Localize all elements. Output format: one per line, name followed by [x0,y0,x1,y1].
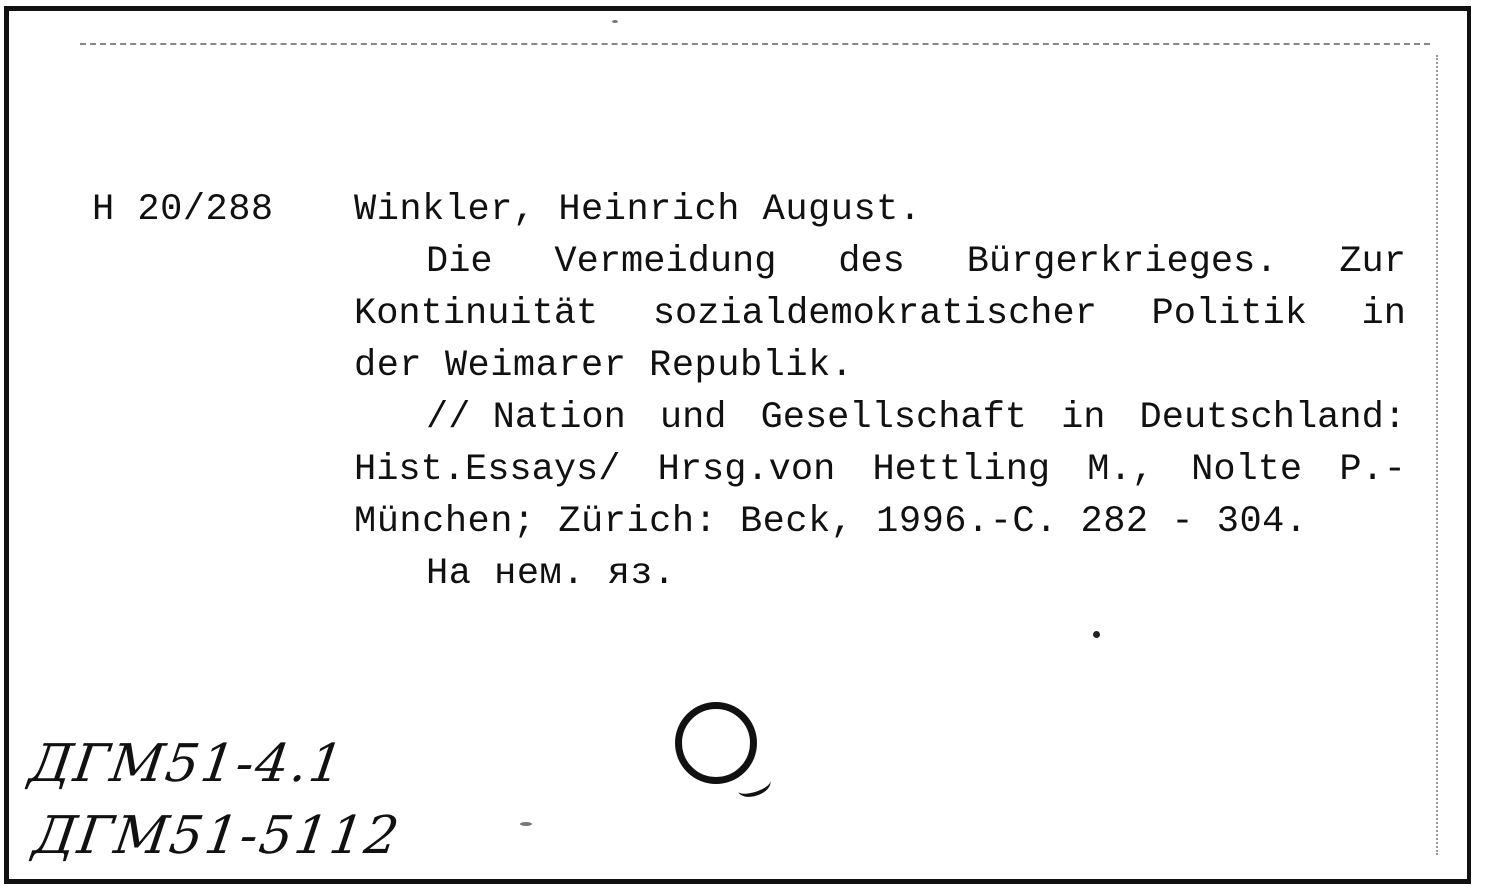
title-line-2-word: Kontinuität [354,293,599,335]
source-line-1-word: in [1061,397,1106,439]
source-line-3: München; Zürich: Beck, 1996.-С. 282 - 304. [354,501,1308,543]
title-line-2 [354,288,1406,340]
source-line-1-word: und [659,397,727,439]
ink-speck [612,20,618,23]
source-line-1-word: Deutschland: [1139,397,1406,439]
source-line-2-word: Hettling [872,449,1051,491]
source-line-1-word: // Nation [426,397,626,439]
language-note: На нем. яз. [426,553,676,595]
card-right-rule [1436,55,1438,855]
source-line-1-word: Gesellschaft [760,397,1028,439]
title-line-1-word: Zur [1339,241,1406,283]
title-line-1-word: des [838,241,905,283]
title-line-2-word: Politik [1151,293,1307,335]
source-line-2 [354,444,1406,496]
source-line-1 [426,392,1406,444]
title-line-1 [426,236,1406,288]
title-line-3: der Weimarer Republik. [354,345,854,387]
shelfmark: H 20/288 [92,189,274,231]
source-line-2-word: Nolte [1191,449,1303,491]
title-line-1-word: Die [426,241,493,283]
title-line-2-word: in [1361,293,1406,335]
card-top-rule [80,43,1430,45]
title-line-2-word: sozialdemokratischer [652,293,1097,335]
handwritten-code-1: ДГМ51-4.1 [25,734,349,794]
source-line-2-word: Hist.Essays/ [354,449,621,491]
author-line: Winkler, Heinrich August. [354,189,922,231]
ink-speck [520,822,532,826]
title-line-1-word: Vermeidung [554,241,777,283]
title-line-1-word: Bürgerkrieges. [966,241,1278,283]
source-line-2-word: M., [1087,449,1154,491]
source-line-2-word: Hrsg.von [657,449,836,491]
source-line-2-word: P.- [1339,449,1406,491]
punch-hole [675,702,757,784]
handwritten-code-2: ДГМ51-5112 [29,806,405,866]
ink-speck [1093,631,1100,638]
